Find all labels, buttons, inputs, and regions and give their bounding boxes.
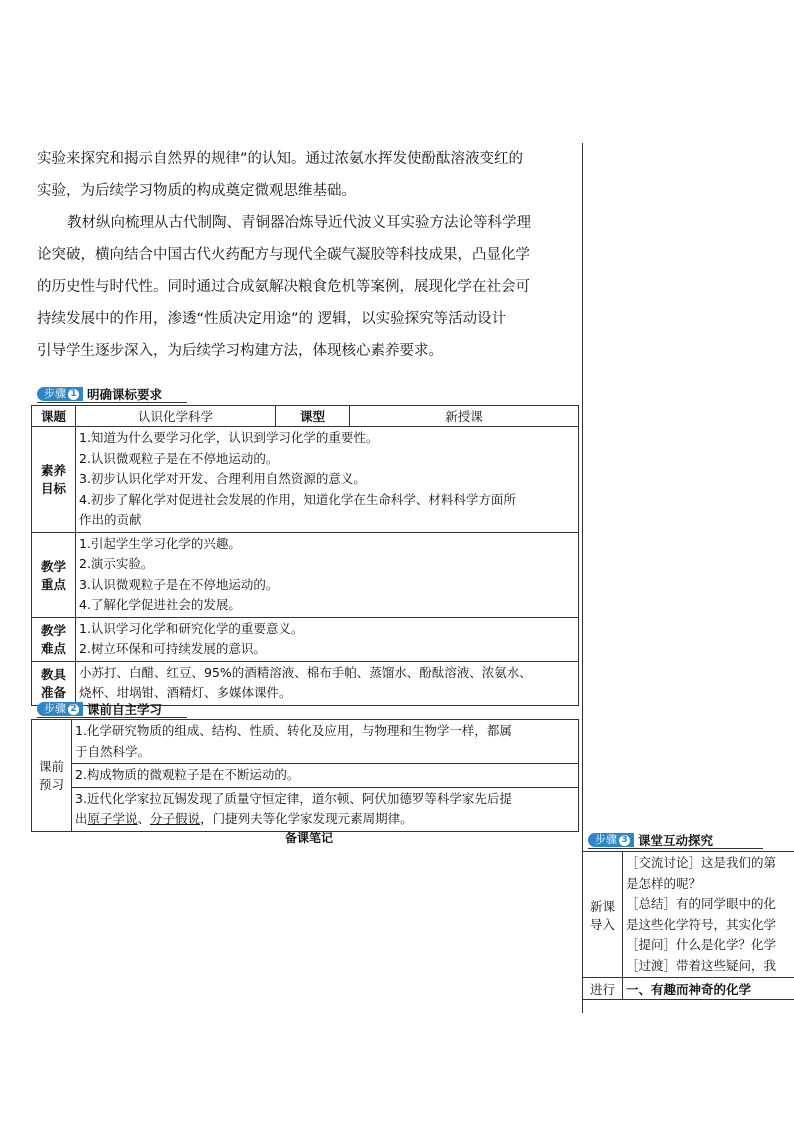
proceed-label: 进行 [583,978,623,1000]
step-underline [588,848,763,849]
lesson-type-label: 课型 [276,406,350,427]
text-line: 论突破，横向结合中国古代火药配方与现代全碳气凝胶等科技成果，凸显化学 [37,247,530,263]
preview-item-1: 1.化学研究物质的组成、结构、性质、转化及应用，与物理和生物学一样，都属 于自然科学。 [72,720,579,764]
text-line: 教材纵向梳理从古代制陶、青铜器冶炼导近代波义耳实验方法论等科学理 [67,215,531,231]
step-underline [37,402,187,403]
section-heading: 一、有趣而神奇的化学 [623,978,794,1000]
preview-label: 课前 预习 [32,720,72,832]
interactive-table [582,851,794,1000]
key-points-label: 教学 重点 [32,532,76,617]
preview-item-2: 2.构成物质的微观粒子是在不断运动的。 [72,764,579,788]
answer-blank: 分子假说 [150,811,201,826]
text-line: 持续发展中的作用，渗透“性质决定用途”的 逻辑，以实验探究等活动设计 [37,311,507,327]
lesson-requirements-table [31,405,579,706]
step-3-header [588,832,713,848]
literacy-goals-label: 素养 目标 [32,427,76,533]
prep-notes-title: 备课笔记 [285,831,334,845]
answer-blank: 原子学说 [87,811,138,826]
step-badge: 步骤 3 [588,833,634,847]
literacy-goals-content: 1.知道为什么要学习化学，认识到学习化学的重要性。 2.认识微观粒子是在不停地运动的。 3.初步认识化学对开发、合理利用自然资源的意义。 4.初步了解化学对促进社会发展的作用，知道化学在生命科学、材料科学方面所 作出的贡献 [76,427,579,533]
materials-content: 小苏打、白醋、红豆、95%的酒精溶液、棉布手帕、蒸馏水、酚酞溶液、浓氨水、 烧杯、坩埚钳、酒精灯、多媒体课件。 [76,661,579,705]
step-title: 明确课标要求 [87,387,163,402]
intro-content: ［交流讨论］这是我们的第 是怎样的呢？ ［总结］有的同学眼中的化 是这些化学符号，其实化学 ［提问］什么是化学？化学 ［过渡］带着这些疑问，我 [623,852,794,978]
intro-paragraph-2 [37,207,579,367]
step-underline [37,717,187,718]
difficulties-content: 1.认识学习化学和研究化学的重要意义。 2.树立环保和可持续发展的意识。 [76,617,579,661]
difficulties-label: 教学 难点 [32,617,76,661]
text-line: 引导学生逐步深入，为后续学习构建方法，体现核心素养要求。 [37,343,443,359]
intro-paragraph-1 [37,143,579,207]
topic-value: 认识化学科学 [76,406,276,427]
step-badge: 步骤 2 [37,702,83,716]
text-line: 实验来探究和揭示自然界的规律”的认知。通过浓氨水挥发使酚酞溶液变红的 [37,151,524,167]
text-line: 实验，为后续学习物质的构成奠定微观思维基础。 [37,183,356,199]
step-2-header [37,701,162,717]
intro-label: 新课 导入 [583,852,623,978]
preview-table [31,719,579,832]
step-1-header [37,386,162,402]
materials-label: 教具 准备 [32,661,76,705]
preview-item-3: 3.近代化学家拉瓦锡发现了质量守恒定律，道尔顿、阿伏加德罗等科学家先后提 出原子学说、分子假说，门捷列夫等化学家发现元素周期律。 [72,787,579,831]
step-title: 课堂互动探究 [638,833,714,848]
step-title: 课前自主学习 [87,702,163,717]
text-line: 的历史性与时代性。同时通过合成氨解决粮食危机等案例，展现化学在社会可 [37,279,530,295]
lesson-type-value: 新授课 [350,406,579,427]
key-points-content: 1.引起学生学习化学的兴趣。 2.演示实验。 3.认识微观粒子是在不停地运动的。 4.了解化学促进社会的发展。 [76,532,579,617]
step-badge: 步骤 1 [37,387,83,401]
topic-label: 课题 [32,406,76,427]
